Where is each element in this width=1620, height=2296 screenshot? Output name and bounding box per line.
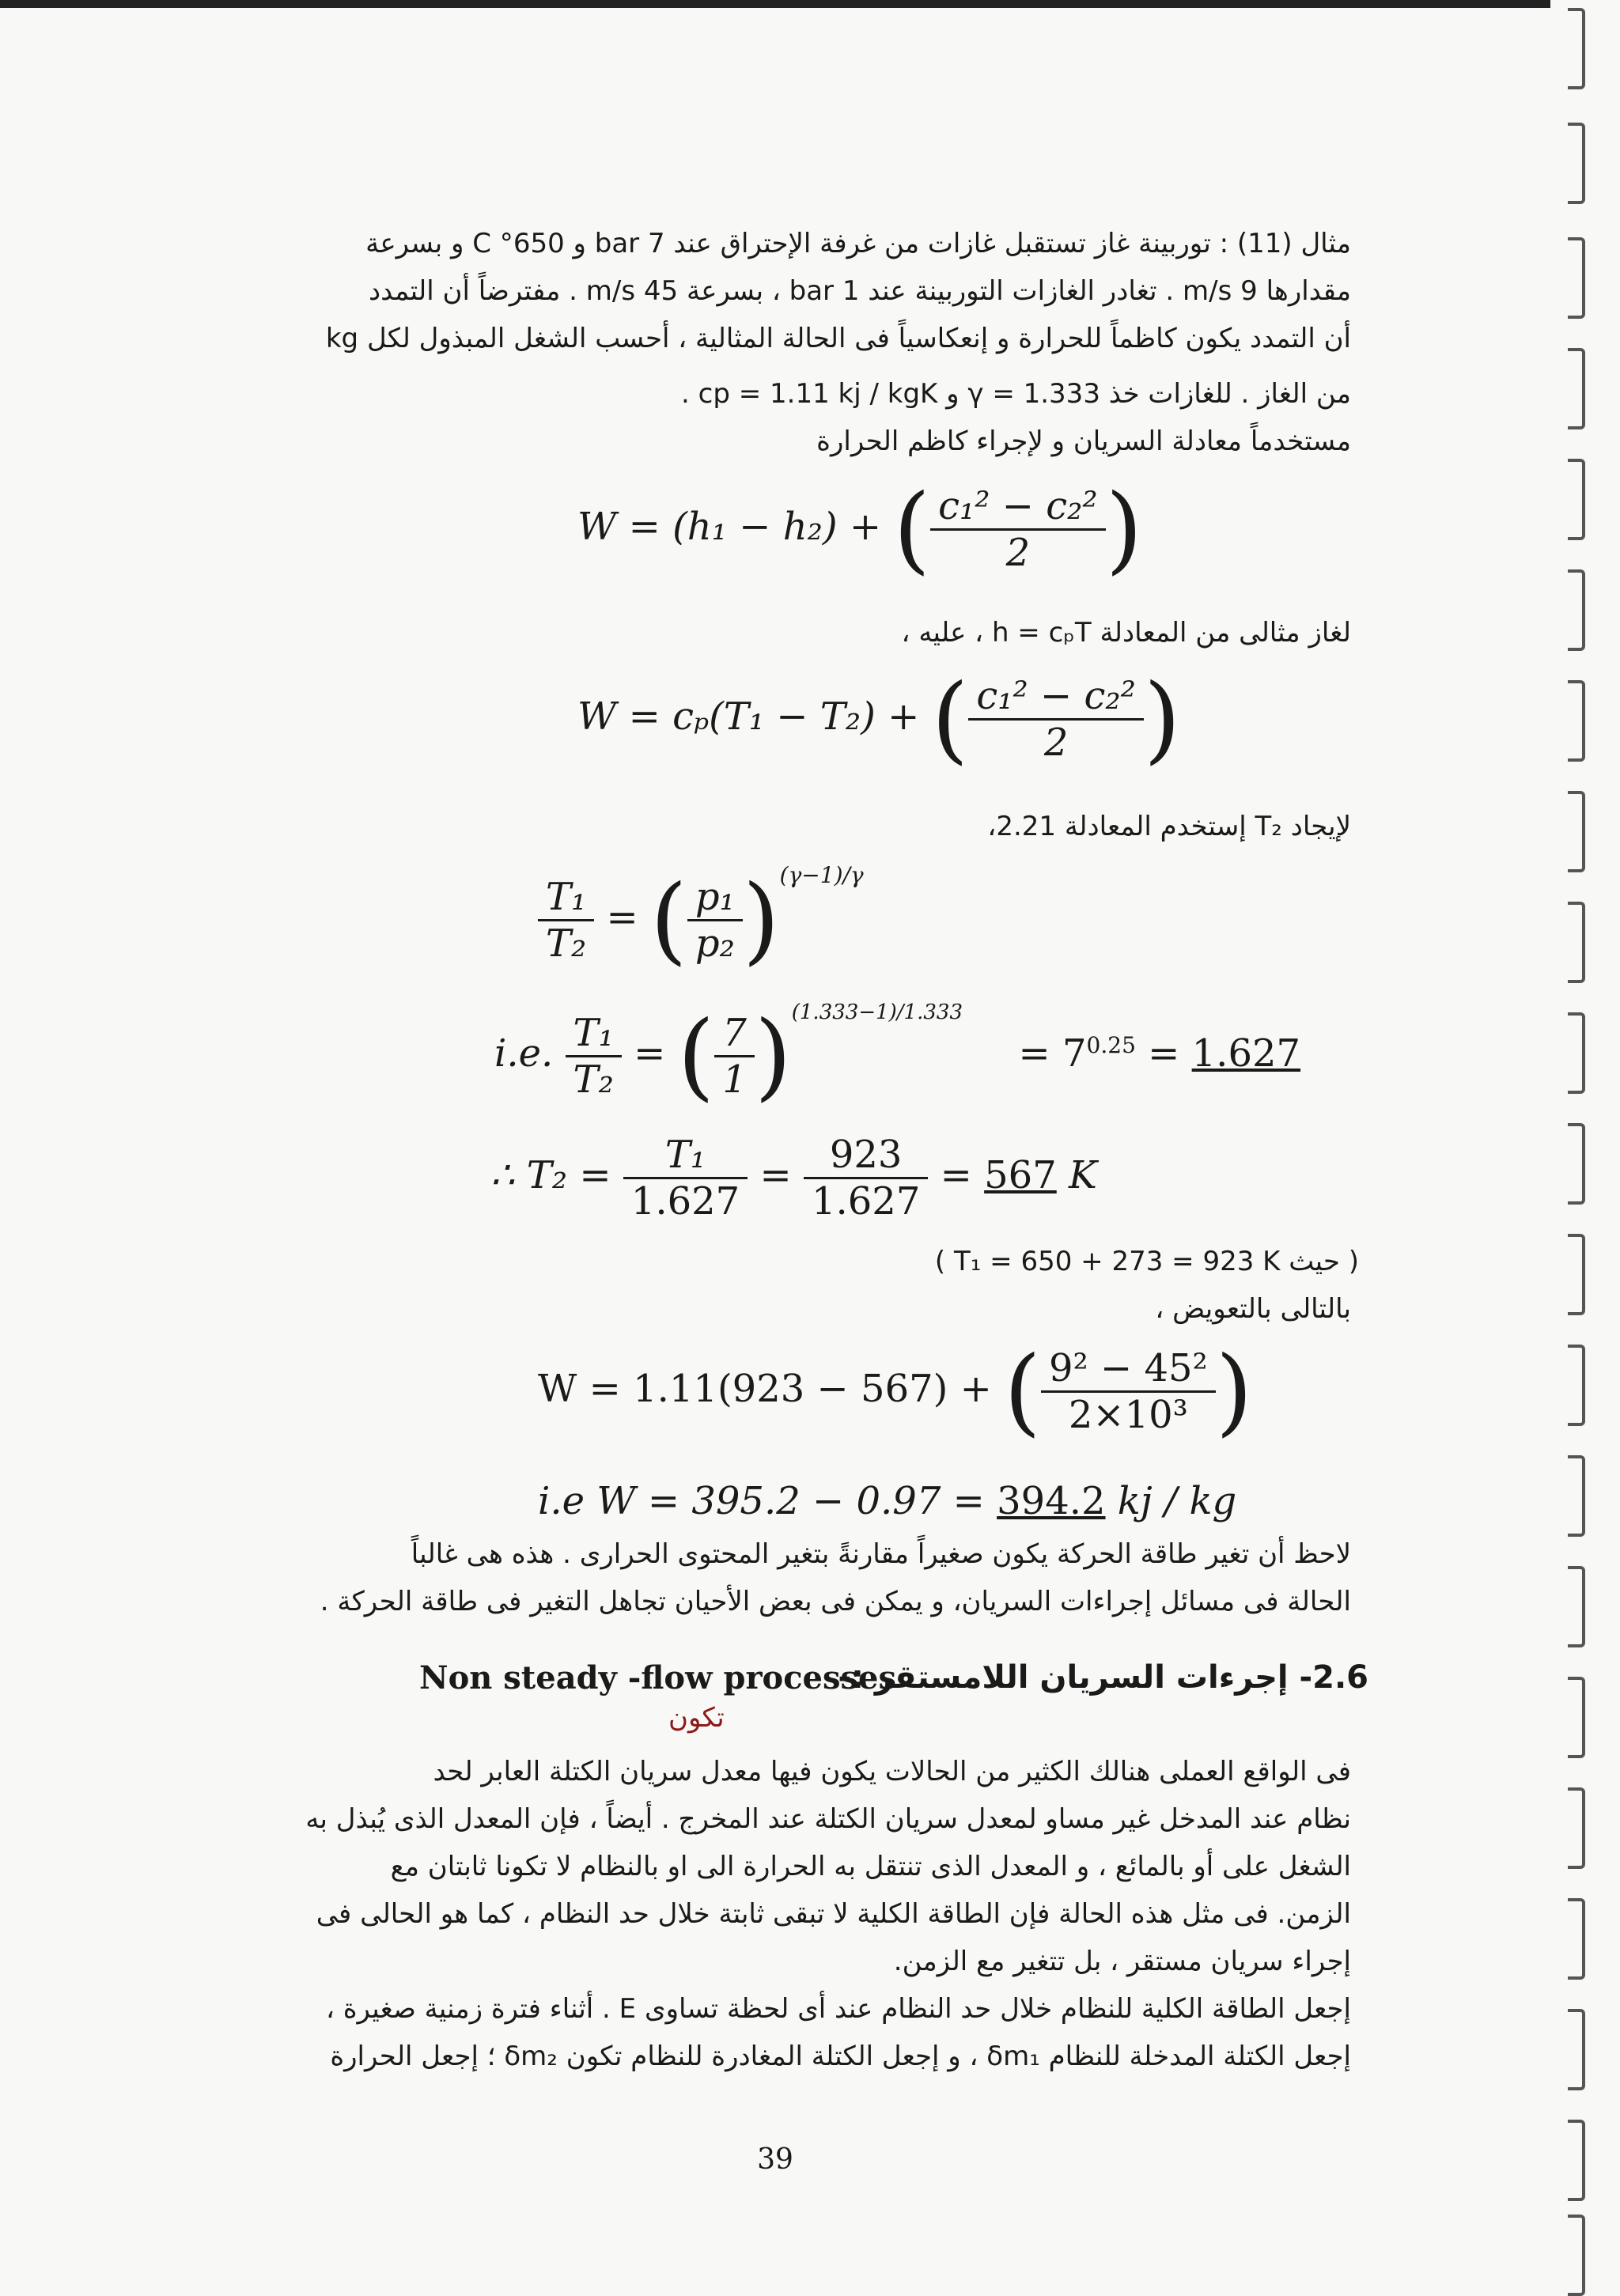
paragraph-line-3: الشغل على أو بالمائع ، و المعدل الذى تنتقل به الحرارة الى او بالنظام لا تكونا ثابتان مع xyxy=(390,1851,1351,1882)
where-line: ( حيث T₁ = 650 + 273 = 923 K ) xyxy=(934,1246,1359,1277)
note-line-1: لاحظ أن تغير طاقة الحركة يكون صغيراً مقارنةً بتغير المحتوى الحرارى . هذه هى غالباً xyxy=(411,1538,1351,1570)
find-t2-line: لإيجاد T₂ إستخدم المعادلة 2.21، xyxy=(987,811,1351,842)
example-line-5: مستخدماً معادلة السريان و لإجراء كاظم الحرارة xyxy=(816,426,1351,457)
paragraph-line-1: فى الواقع العملى هنالك الكثير من الحالات يكون فيها معدل سريان الكتلة العابر لحد xyxy=(433,1756,1351,1787)
section-heading-english: Non steady -flow processes xyxy=(419,1659,897,1696)
equation-energy-1: W = (h₁ − h₂) + ( $\frac{\text{c₁² − c₂²}}{2}$ ) xyxy=(577,475,1143,584)
page-top-border xyxy=(0,0,1550,8)
paragraph-line-7: إجعل الكتلة المدخلة للنظام δm₁ ، و إجعل الكتلة المغادرة للنظام تكون δm₂ ؛ إجعل الحرارة xyxy=(330,2041,1351,2072)
binding-spiral xyxy=(1541,0,1588,2288)
handwritten-annotation: تكون xyxy=(668,1702,725,1734)
equation-energy-2: W = cₚ(T₁ − T₂) + ( $\frac{\text{c₁² − c₂²}}{2}$ ) xyxy=(577,664,1181,774)
paragraph-line-6: إجعل الطاقة الكلية للنظام خلال حد النظام عند أى لحظة تساوى E . أثناء فترة زمنية صغيرة ، xyxy=(325,1993,1351,2025)
paragraph-line-4: الزمن. فى مثل هذه الحالة فإن الطاقة الكلية لا تبقى ثابتة خلال حد النظام ، كما هو الحالى فى xyxy=(316,1898,1351,1930)
example-line-1: مثال (11) : توربينة غاز تستقبل غازات من غرفة الإحتراق عند 7 bar و 650° C و بسرعة xyxy=(365,228,1351,259)
example-line-4: من الغاز . للغازات خذ γ = 1.333 و cp = 1.11 kj / kgK . xyxy=(681,378,1351,410)
example-line-2: مقدارها 9 m/s . تغادر الغازات التوربينة عند 1 bar ، بسرعة 45 m/s . مفترضاً أن التمدد xyxy=(368,275,1351,307)
equation-work-substituted: W = 1.11(923 − 567) + ( $\frac{\text{9² − 45²}}{\text{2×10³}}$ ) xyxy=(538,1337,1253,1447)
note-line-2: الحالة فى مسائل إجراءات السريان، و يمكن فى بعض الأحيان تجاهل التغير فى طاقة الحركة . xyxy=(320,1586,1351,1617)
section-heading-arabic: 2.6- إجرءات السريان اللامستقر :- xyxy=(838,1659,1368,1696)
equation-work-result: i.e W = 395.2 − 0.97 = 394.2 kj / kg xyxy=(538,1479,1237,1523)
paragraph-line-5: إجراء سريان مستقر ، بل تتغير مع الزمن. xyxy=(893,1946,1351,1977)
equation-ratio-value: i.e. $\frac{\text{T₁}}{\text{T₂}}$ = ( $\frac{7}{1}$ )$^{(1.333-1)/1.333} = 7^{0.25} = 1.627$ xyxy=(494,1000,1301,1111)
example-line-3: أن التمدد يكون كاظماً للحرارة و إنعكاسياً فى الحالة المثالية ، أحسب الشغل المبذول لكل kg xyxy=(325,323,1351,354)
page-number: 39 xyxy=(757,2143,793,2176)
ideal-gas-line: لغاز مثالى من المعادلة h = cₚT ، عليه ، xyxy=(901,617,1351,649)
substitution-line: بالتالى بالتعويض ، xyxy=(1155,1293,1351,1325)
equation-t2: ∴ T₂ = $\frac{\text{T₁}}{1.627}$ = $\frac{923}{1.627}$ = 567 K xyxy=(490,1133,1097,1224)
paragraph-line-2: نظام عند المدخل غير مساو لمعدل سريان الكتلة عند المخرج . أيضاً ، فإن المعدل الذى يُبذل به xyxy=(305,1803,1351,1835)
equation-temperature-ratio: $\frac{\text{T₁}}{\text{T₂}}$ = ( $\frac{\text{p₁}}{\text{p₂}}$ )$^{(\gamma-1)/\gamma}$ xyxy=(538,862,864,975)
